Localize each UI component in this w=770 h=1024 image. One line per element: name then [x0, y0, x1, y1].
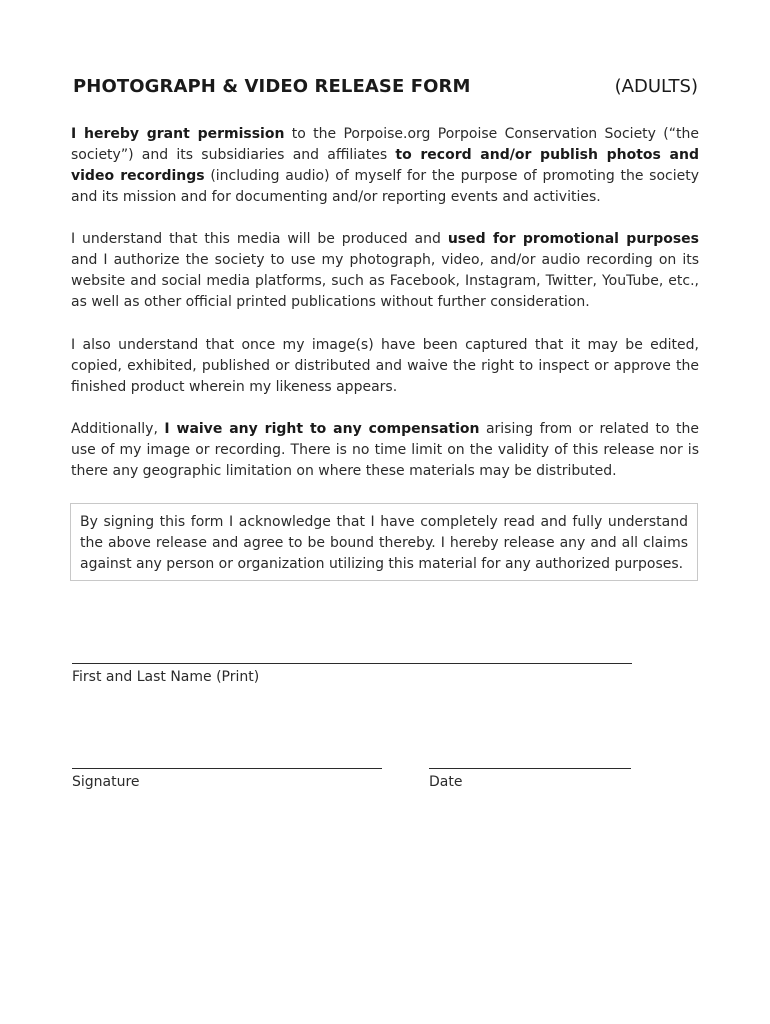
- grant-permission-bold: I hereby grant permission: [71, 126, 285, 142]
- compensation-text-2: arising from or related to the use of my image or recording. There is no time limit on the validity of this release nor is there any geographic limitation on where these materials may be distributed.: [71, 421, 699, 479]
- signature-field-label: Signature: [72, 774, 140, 790]
- permission-text-2: (including audio) of myself for the purpose of promoting the society and its mission and for documenting and/or reporting events and activities.: [71, 168, 700, 205]
- form-header: [73, 76, 698, 102]
- editing-paragraph: [71, 335, 699, 398]
- signature-line[interactable]: [72, 768, 382, 769]
- name-field-label: First and Last Name (Print): [72, 669, 260, 685]
- form-title: PHOTOGRAPH & VIDEO RELEASE FORM: [73, 76, 471, 97]
- permission-paragraph: [71, 124, 699, 208]
- editing-text: I also understand that once my image(s) have been captured that it may be edited, copied, exhibited, published or distributed and waive the right to inspect or approve the finished product wherein my likeness appears.: [71, 337, 699, 395]
- acknowledgement-box: [70, 503, 698, 581]
- date-line[interactable]: [429, 768, 631, 769]
- form-audience-label: (ADULTS): [614, 76, 698, 97]
- record-publish-bold: to record and/or publish photos and video recordings: [71, 147, 699, 184]
- permission-text-1: to the Porpoise.org Porpoise Conservation Society (“the society”) and its subsidiaries and affiliates: [71, 126, 699, 163]
- name-signature-line[interactable]: [72, 663, 632, 664]
- acknowledgement-text: By signing this form I acknowledge that I have completely read and fully understand the above release and agree to be bound thereby. I hereby release any and all claims against any person or organization utilizing this material for any authorized purposes.: [80, 514, 688, 572]
- promotional-purposes-bold: used for promotional purposes: [447, 231, 699, 247]
- waive-compensation-bold: I waive any right to any compensation: [164, 421, 480, 437]
- compensation-text-1: Additionally,: [71, 421, 165, 437]
- compensation-paragraph: [71, 419, 699, 482]
- usage-paragraph: [71, 229, 699, 313]
- usage-text-1: I understand that this media will be produced and: [71, 231, 448, 247]
- date-field-label: Date: [429, 774, 463, 790]
- usage-text-2: and I authorize the society to use my photograph, video, and/or audio recording on its website and social media platforms, such as Facebook, Instagram, Twitter, YouTube, etc., as well as other official printed publications without further consideration.: [71, 252, 699, 310]
